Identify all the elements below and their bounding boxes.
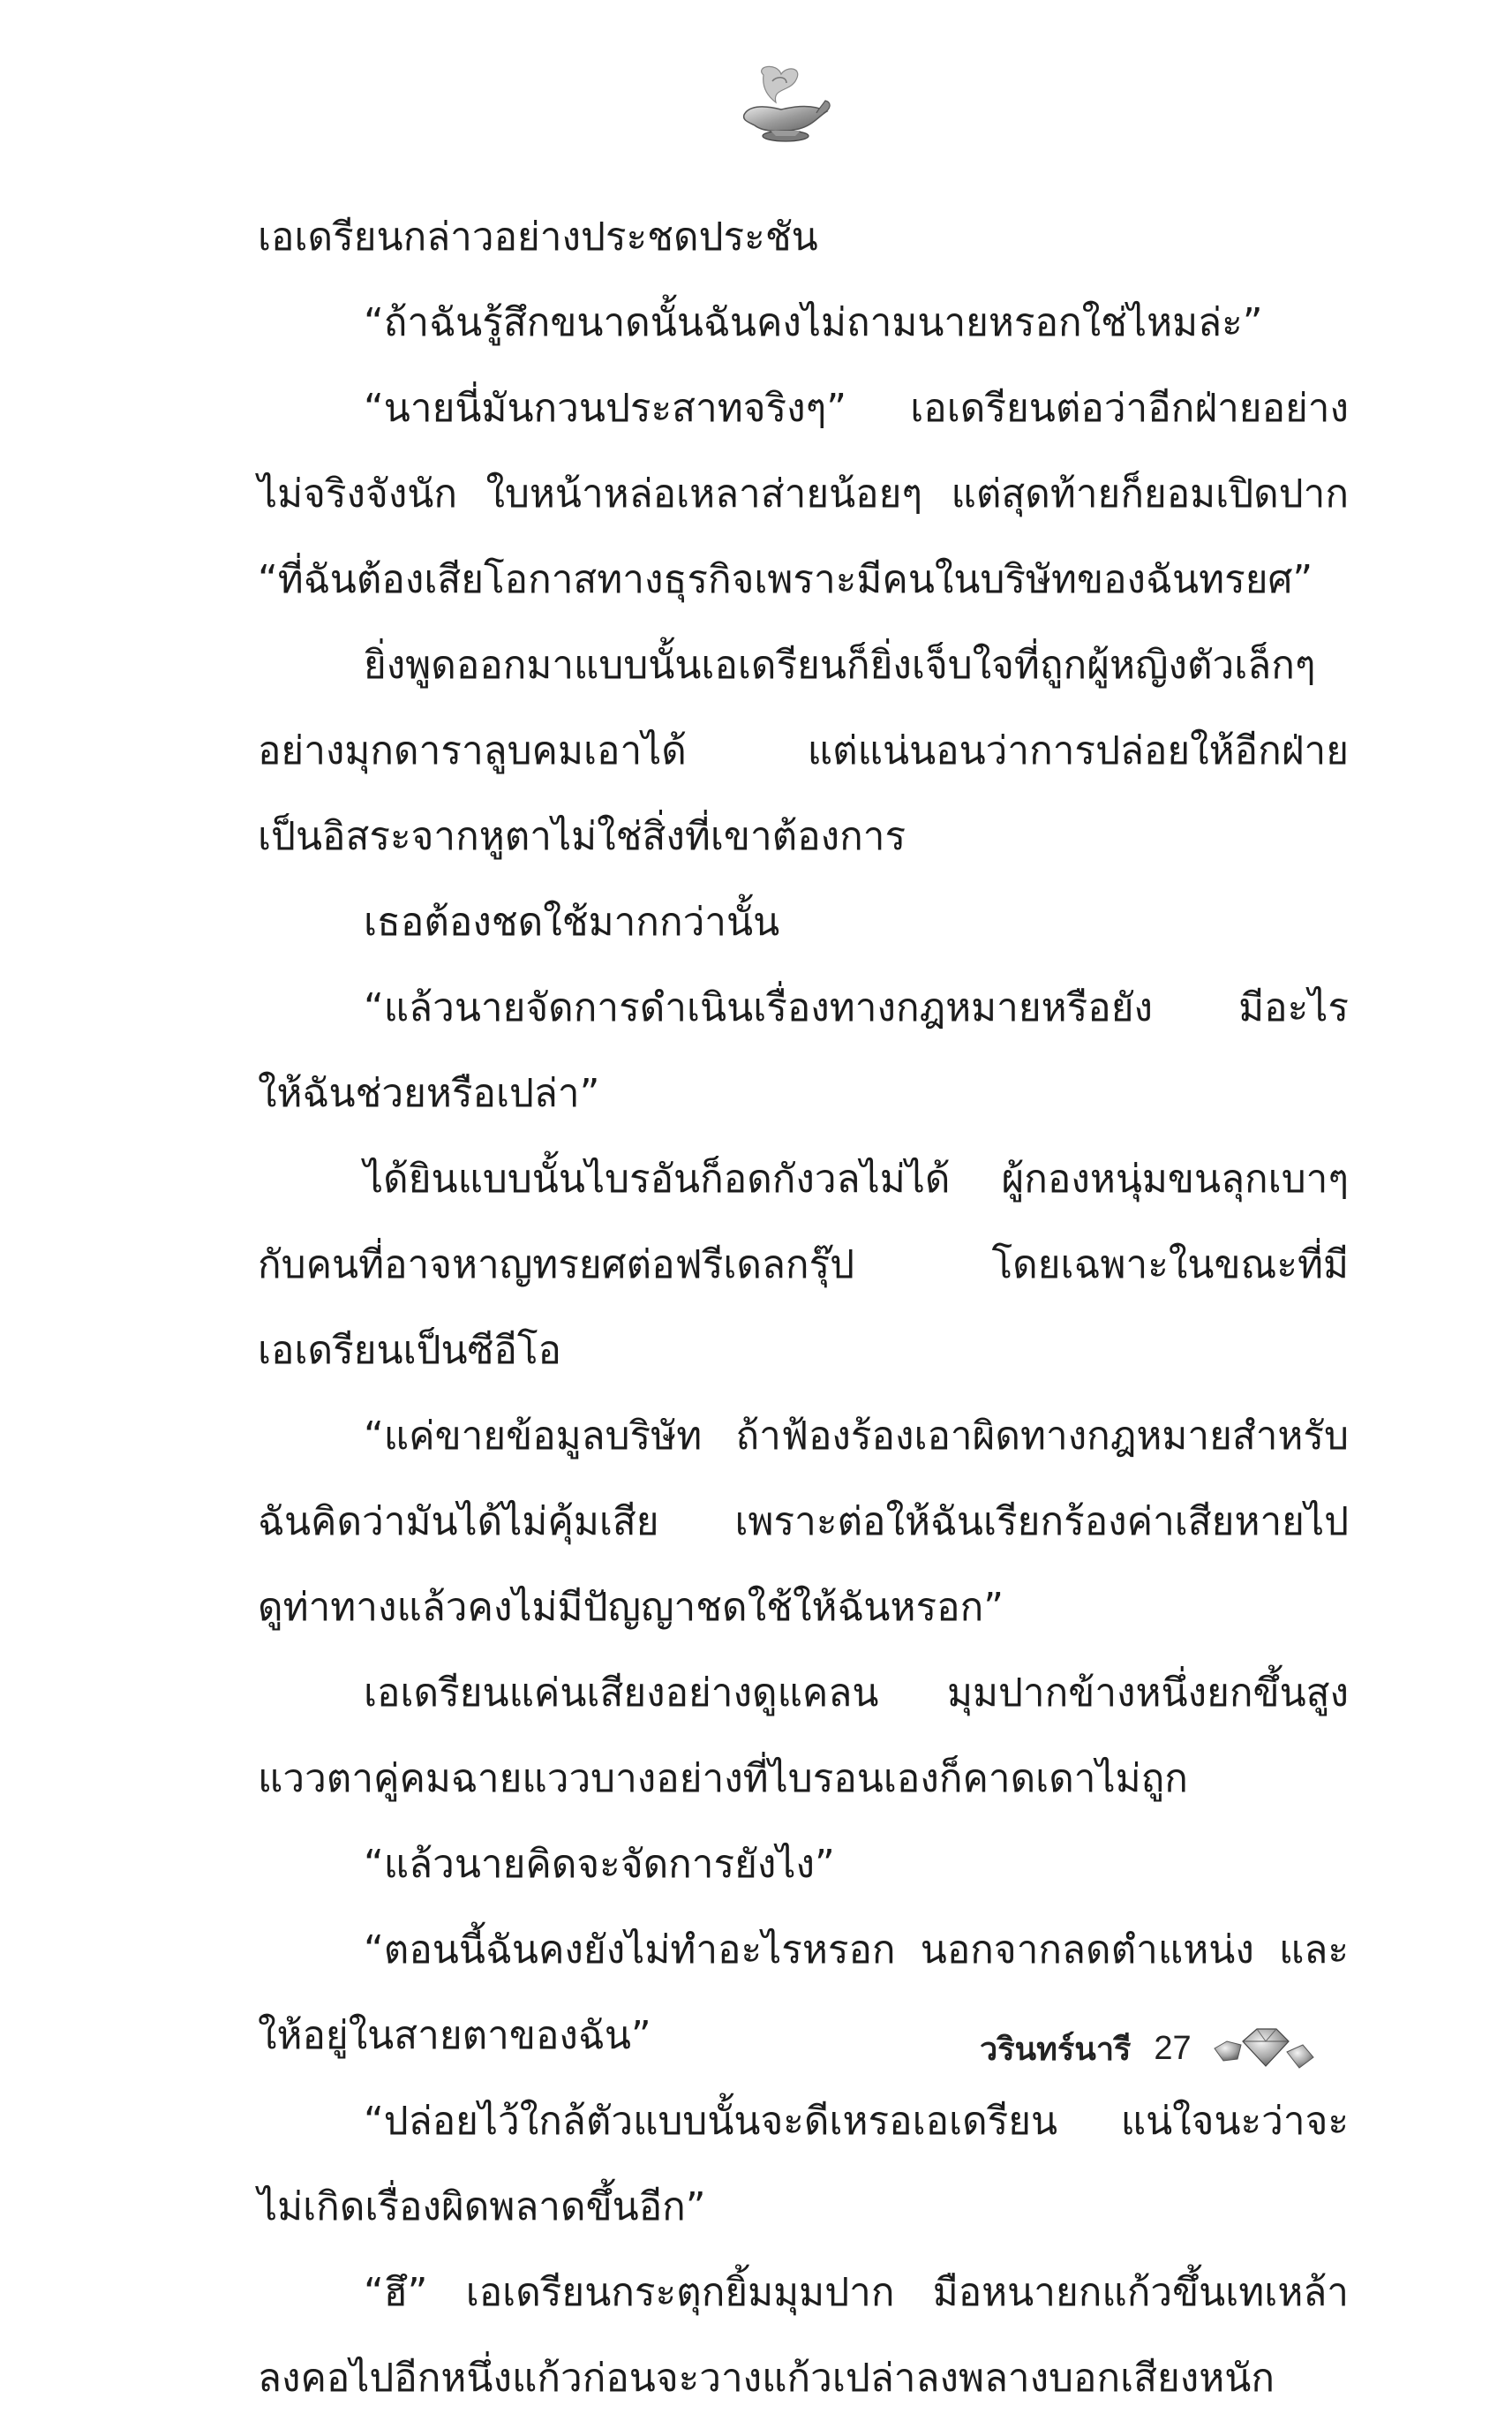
text-line: แววตาคู่คมฉายแววบางอย่างที่ไบรอนเองก็คาดเดาไม่ถูก	[258, 1756, 1188, 1801]
text-line: “แล้วนายจัดการดำเนินเรื่องทางกฎหมายหรือยัง มีอะไร	[364, 985, 1349, 1030]
text-line: “ที่ฉันต้องเสียโอกาสทางธุรกิจเพราะมีคนในบริษัทของฉันทรยศ”	[258, 557, 1313, 602]
text-line: ลงคอไปอีกหนึ่งแก้วก่อนจะวางแก้วเปล่าลงพลางบอกเสียงหนัก	[258, 2356, 1275, 2401]
text-line: เป็นอิสระจากหูตาไม่ใช่สิ่งที่เขาต้องการ	[258, 814, 906, 859]
body-text	[258, 194, 1349, 2421]
text-line: “ตอนนี้ฉันคงยังไม่ทำอะไรหรอก นอกจากลดตำแหน่ง และ	[364, 1927, 1349, 1972]
text-line: ไม่เกิดเรื่องผิดพลาดขึ้นอีก”	[258, 2184, 706, 2229]
text-line: “ฮึ” เอเดรียนกระตุกยิ้มมุมปาก มือหนายกแก้วขึ้นเทเหล้า	[364, 2270, 1349, 2315]
text-line: ให้อยู่ในสายตาของฉัน”	[258, 2013, 651, 2058]
text-line: เอเดรียนกล่าวอย่างประชดประชัน	[258, 215, 818, 260]
text-line: ได้ยินแบบนั้นไบรอันก็อดกังวลไม่ได้ ผู้กองหนุ่มขนลุกเบาๆ	[364, 1157, 1349, 1202]
text-line: ดูท่าทางแล้วคงไม่มีปัญญาชดใช้ให้ฉันหรอก”	[258, 1585, 1004, 1630]
genie-lamp-icon	[737, 62, 834, 146]
text-line: ยิ่งพูดออกมาแบบนั้นเอเดรียนก็ยิ่งเจ็บใจที่ถูกผู้หญิงตัวเล็กๆ	[364, 643, 1316, 688]
gems-icon	[1211, 2022, 1317, 2075]
page-footer	[980, 2022, 1317, 2075]
page-number: 27	[1154, 2029, 1192, 2067]
text-line: ไม่จริงจังนัก ใบหน้าหล่อเหลาส่ายน้อยๆ แต่สุดท้ายก็ยอมเปิดปาก	[258, 471, 1349, 517]
text-line: กับคนที่อาจหาญทรยศต่อฟรีเดลกรุ๊ป โดยเฉพาะในขณะที่มี	[258, 1242, 1349, 1287]
text-line: เอเดรียนเป็นซีอีโอ	[258, 1328, 561, 1373]
text-line: เธอต้องชดใช้มากกว่านั้น	[364, 900, 780, 945]
text-line: ให้ฉันช่วยหรือเปล่า”	[258, 1071, 600, 1116]
text-line: “ถ้าฉันรู้สึกขนาดนั้นฉันคงไม่ถามนายหรอกใช่ไหมล่ะ”	[364, 300, 1263, 345]
text-line: “ปล่อยไว้ใกล้ตัวแบบนั้นจะดีเหรอเอเดรียน แน่ใจนะว่าจะ	[364, 2099, 1349, 2144]
text-line: “แค่ขายข้อมูลบริษัท ถ้าฟ้องร้องเอาผิดทางกฎหมายสำหรับ	[364, 1414, 1349, 1459]
text-line: อย่างมุกดาราลูบคมเอาได้ แต่แน่นอนว่าการปล่อยให้อีกฝ่าย	[258, 728, 1349, 773]
text-line: เอเดรียนแค่นเสียงอย่างดูแคลน มุมปากข้างหนึ่งยกขึ้นสูง	[364, 1671, 1349, 1716]
book-title: วรินทร์นารี	[980, 2031, 1132, 2068]
text-line: “นายนี่มันกวนประสาทจริงๆ” เอเดรียนต่อว่าอีกฝ่ายอย่าง	[364, 386, 1349, 431]
text-line: “แล้วนายคิดจะจัดการยังไง”	[364, 1842, 835, 1887]
text-line: ฉันคิดว่ามันได้ไม่คุ้มเสีย เพราะต่อให้ฉันเรียกร้องค่าเสียหายไป	[258, 1499, 1349, 1544]
